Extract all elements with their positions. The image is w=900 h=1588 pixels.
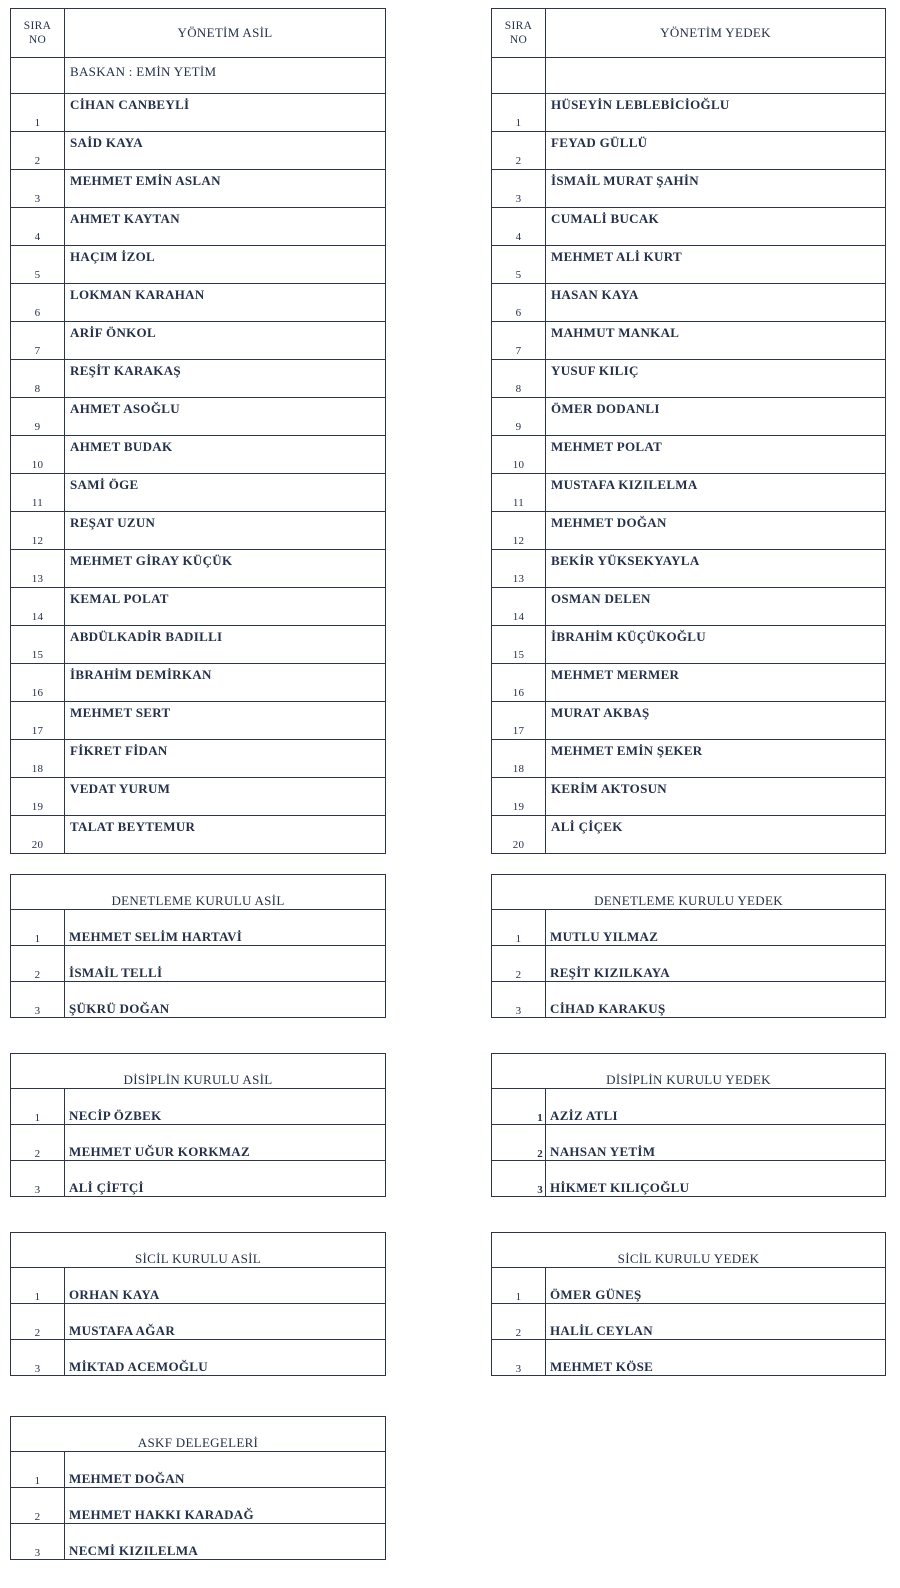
table-row [11, 208, 386, 246]
row-name: KEMAL POLAT [65, 588, 386, 626]
table-title: ASKF DELEGELERİ [11, 1417, 386, 1452]
table-row [11, 550, 386, 588]
table-row [492, 778, 886, 816]
table-row [11, 946, 386, 982]
row-name: MEHMET DOĞAN [65, 1452, 386, 1488]
row-number: 9 [11, 398, 65, 436]
row-number: 16 [11, 664, 65, 702]
row-name: İBRAHİM DEMİRKAN [65, 664, 386, 702]
row-name: HAÇIM İZOL [65, 246, 386, 284]
table-row [492, 94, 886, 132]
table-row [492, 1161, 886, 1197]
row-number: 8 [11, 360, 65, 398]
row-number: 2 [492, 1304, 546, 1340]
row-name: İBRAHİM KÜÇÜKOĞLU [546, 626, 886, 664]
row-number: 4 [492, 208, 546, 246]
row-number: 11 [492, 474, 546, 512]
row-number: 2 [492, 946, 546, 982]
row-name: NAHSAN YETİM [546, 1125, 886, 1161]
row-name: FİKRET FİDAN [65, 740, 386, 778]
table-row [11, 910, 386, 946]
row-name: NECMİ KIZILELMA [65, 1524, 386, 1560]
row-number: 18 [492, 740, 546, 778]
row-number: 19 [492, 778, 546, 816]
table-row [492, 910, 886, 946]
row-number: 2 [492, 132, 546, 170]
row-name: TALAT BEYTEMUR [65, 816, 386, 854]
table-row [492, 132, 886, 170]
row-number: 2 [11, 1125, 65, 1161]
row-number: 3 [11, 1161, 65, 1197]
row-number [11, 58, 65, 94]
row-number: 1 [11, 910, 65, 946]
table-row [11, 1089, 386, 1125]
row-name: HASAN KAYA [546, 284, 886, 322]
table-header [11, 9, 386, 58]
row-name: YUSUF KILIÇ [546, 360, 886, 398]
row-name: REŞİT KIZILKAYA [546, 946, 886, 982]
row-name: MEHMET HAKKI KARADAĞ [65, 1488, 386, 1524]
row-number: 2 [11, 1304, 65, 1340]
table-row [492, 246, 886, 284]
table-row [11, 1125, 386, 1161]
row-number: 13 [492, 550, 546, 588]
table-row [11, 132, 386, 170]
row-number: 1 [11, 1268, 65, 1304]
table-row [492, 322, 886, 360]
row-name: HÜSEYİN LEBLEBİCİOĞLU [546, 94, 886, 132]
row-number: 14 [492, 588, 546, 626]
table-row [492, 208, 886, 246]
row-name: MEHMET POLAT [546, 436, 886, 474]
table-row [11, 588, 386, 626]
row-number: 16 [492, 664, 546, 702]
row-number: 3 [11, 170, 65, 208]
row-number: 15 [11, 626, 65, 664]
row-number: 5 [11, 246, 65, 284]
row-name: İSMAİL MURAT ŞAHİN [546, 170, 886, 208]
disiplin-asil-table [10, 1053, 386, 1197]
row-name: MUSTAFA KIZILELMA [546, 474, 886, 512]
table-row [492, 740, 886, 778]
row-name: AHMET KAYTAN [65, 208, 386, 246]
row-name: FEYAD GÜLLÜ [546, 132, 886, 170]
table-row [492, 702, 886, 740]
row-name: LOKMAN KARAHAN [65, 284, 386, 322]
row-number: 1 [492, 1089, 546, 1125]
table-row [492, 170, 886, 208]
row-number: 17 [492, 702, 546, 740]
table-row [11, 94, 386, 132]
row-number: 3 [11, 1340, 65, 1376]
table-row [492, 626, 886, 664]
row-name: ŞÜKRÜ DOĞAN [65, 982, 386, 1018]
row-name: MUSTAFA AĞAR [65, 1304, 386, 1340]
row-number: 10 [492, 436, 546, 474]
row-name: BEKİR YÜKSEKYAYLA [546, 550, 886, 588]
row-name: MEHMET EMİN ŞEKER [546, 740, 886, 778]
table-row [11, 1161, 386, 1197]
table-row [492, 1089, 886, 1125]
row-number: 13 [11, 550, 65, 588]
row-name: ABDÜLKADİR BADILLI [65, 626, 386, 664]
table-title: YÖNETİM YEDEK [546, 9, 886, 58]
row-number: 20 [11, 816, 65, 854]
row-name: MEHMET MERMER [546, 664, 886, 702]
row-name: AZİZ ATLI [546, 1089, 886, 1125]
row-name: ORHAN KAYA [65, 1268, 386, 1304]
row-number: 17 [11, 702, 65, 740]
table-row [11, 246, 386, 284]
table-row [492, 284, 886, 322]
table-row [492, 436, 886, 474]
row-name: MEHMET UĞUR KORKMAZ [65, 1125, 386, 1161]
table-row [11, 778, 386, 816]
sira-no-label: SIRA NO [504, 20, 533, 46]
table-row [11, 322, 386, 360]
row-name: MİKTAD ACEMOĞLU [65, 1340, 386, 1376]
row-name: HİKMET KILIÇOĞLU [546, 1161, 886, 1197]
table-row [492, 512, 886, 550]
row-number: 12 [492, 512, 546, 550]
row-number: 20 [492, 816, 546, 854]
table-title: DİSİPLİN KURULU YEDEK [492, 1054, 886, 1089]
table-row [492, 946, 886, 982]
row-name: MEHMET ALİ KURT [546, 246, 886, 284]
row-name: MEHMET EMİN ASLAN [65, 170, 386, 208]
table-row [11, 1452, 386, 1488]
row-number: 14 [11, 588, 65, 626]
baskan-row [11, 58, 386, 94]
row-number: 6 [492, 284, 546, 322]
table-row [11, 512, 386, 550]
row-number: 5 [492, 246, 546, 284]
row-number: 11 [11, 474, 65, 512]
row-name: HALİL CEYLAN [546, 1304, 886, 1340]
table-row [11, 702, 386, 740]
row-name: AHMET BUDAK [65, 436, 386, 474]
row-number: 1 [11, 1452, 65, 1488]
table-row [492, 474, 886, 512]
table-row [11, 816, 386, 854]
denetleme-yedek-table [491, 874, 886, 1018]
row-name: MAHMUT MANKAL [546, 322, 886, 360]
row-name: CUMALİ BUCAK [546, 208, 886, 246]
sira-no-header [11, 9, 65, 58]
yonetim-asil-table [10, 8, 386, 854]
row-number: 2 [492, 1125, 546, 1161]
row-name: MEHMET SERT [65, 702, 386, 740]
row-number: 19 [11, 778, 65, 816]
table-row [11, 1340, 386, 1376]
table-row [492, 1340, 886, 1376]
row-number: 3 [11, 982, 65, 1018]
row-name: MEHMET GİRAY KÜÇÜK [65, 550, 386, 588]
row-name: CİHAN CANBEYLİ [65, 94, 386, 132]
row-number: 7 [11, 322, 65, 360]
table-row [492, 398, 886, 436]
row-number: 6 [11, 284, 65, 322]
sira-no-label: SIRA NO [23, 20, 52, 46]
row-number: 3 [492, 170, 546, 208]
row-number: 15 [492, 626, 546, 664]
row-name: ÖMER GÜNEŞ [546, 1268, 886, 1304]
table-row [11, 284, 386, 322]
table-title: DİSİPLİN KURULU ASİL [11, 1054, 386, 1089]
table-title: SİCİL KURULU ASİL [11, 1233, 386, 1268]
row-name: AHMET ASOĞLU [65, 398, 386, 436]
table-title: DENETLEME KURULU YEDEK [492, 875, 886, 910]
row-name: MUTLU YILMAZ [546, 910, 886, 946]
row-name: MEHMET SELİM HARTAVİ [65, 910, 386, 946]
table-row [492, 588, 886, 626]
row-name: ALİ ÇİÇEK [546, 816, 886, 854]
empty-row [492, 58, 886, 94]
disiplin-yedek-table [491, 1053, 886, 1197]
row-name: NECİP ÖZBEK [65, 1089, 386, 1125]
table-row [11, 740, 386, 778]
row-number: 3 [11, 1524, 65, 1560]
sicil-asil-table [10, 1232, 386, 1376]
table-row [492, 664, 886, 702]
row-name: ARİF ÖNKOL [65, 322, 386, 360]
row-number: 1 [11, 1089, 65, 1125]
row-name: İSMAİL TELLİ [65, 946, 386, 982]
row-name: OSMAN DELEN [546, 588, 886, 626]
table-row [492, 360, 886, 398]
table-row [11, 170, 386, 208]
row-number: 1 [11, 94, 65, 132]
table-row [492, 816, 886, 854]
table-row [11, 1304, 386, 1340]
table-title: YÖNETİM ASİL [65, 9, 386, 58]
table-row [492, 550, 886, 588]
row-number: 1 [492, 94, 546, 132]
row-number: 4 [11, 208, 65, 246]
row-number: 8 [492, 360, 546, 398]
table-row [11, 664, 386, 702]
row-number: 1 [492, 1268, 546, 1304]
row-number: 9 [492, 398, 546, 436]
table-row [11, 436, 386, 474]
row-name [546, 58, 886, 94]
table-row [492, 1304, 886, 1340]
table-row [11, 398, 386, 436]
row-number: 7 [492, 322, 546, 360]
row-name: MEHMET KÖSE [546, 1340, 886, 1376]
sicil-yedek-table [491, 1232, 886, 1376]
row-number: 3 [492, 982, 546, 1018]
row-name: MEHMET DOĞAN [546, 512, 886, 550]
table-row [11, 1488, 386, 1524]
row-number: 3 [492, 1340, 546, 1376]
row-name: REŞİT KARAKAŞ [65, 360, 386, 398]
row-name: ALİ ÇİFTÇİ [65, 1161, 386, 1197]
row-name: SAMİ ÖGE [65, 474, 386, 512]
row-number: 10 [11, 436, 65, 474]
row-name: CİHAD KARAKUŞ [546, 982, 886, 1018]
table-row [11, 626, 386, 664]
row-name: ÖMER DODANLI [546, 398, 886, 436]
table-row [11, 1524, 386, 1560]
row-number: 2 [11, 132, 65, 170]
table-title: SİCİL KURULU YEDEK [492, 1233, 886, 1268]
table-title: DENETLEME KURULU ASİL [11, 875, 386, 910]
denetleme-asil-table [10, 874, 386, 1018]
row-number: 1 [492, 910, 546, 946]
table-row [11, 982, 386, 1018]
row-name: KERİM AKTOSUN [546, 778, 886, 816]
row-name: SAİD KAYA [65, 132, 386, 170]
table-header [492, 9, 886, 58]
row-name: VEDAT YURUM [65, 778, 386, 816]
row-name: REŞAT UZUN [65, 512, 386, 550]
askf-delegeleri-table [10, 1416, 386, 1560]
row-number: 2 [11, 946, 65, 982]
row-number [492, 58, 546, 94]
row-number: 2 [11, 1488, 65, 1524]
row-number: 18 [11, 740, 65, 778]
table-row [492, 1125, 886, 1161]
sira-no-header [492, 9, 546, 58]
table-row [492, 982, 886, 1018]
baskan-name: BASKAN : EMİN YETİM [65, 58, 386, 94]
yonetim-yedek-table [491, 8, 886, 854]
table-row [492, 1268, 886, 1304]
row-number: 12 [11, 512, 65, 550]
row-number: 3 [492, 1161, 546, 1197]
table-row [11, 474, 386, 512]
table-row [11, 1268, 386, 1304]
row-name: MURAT AKBAŞ [546, 702, 886, 740]
table-row [11, 360, 386, 398]
